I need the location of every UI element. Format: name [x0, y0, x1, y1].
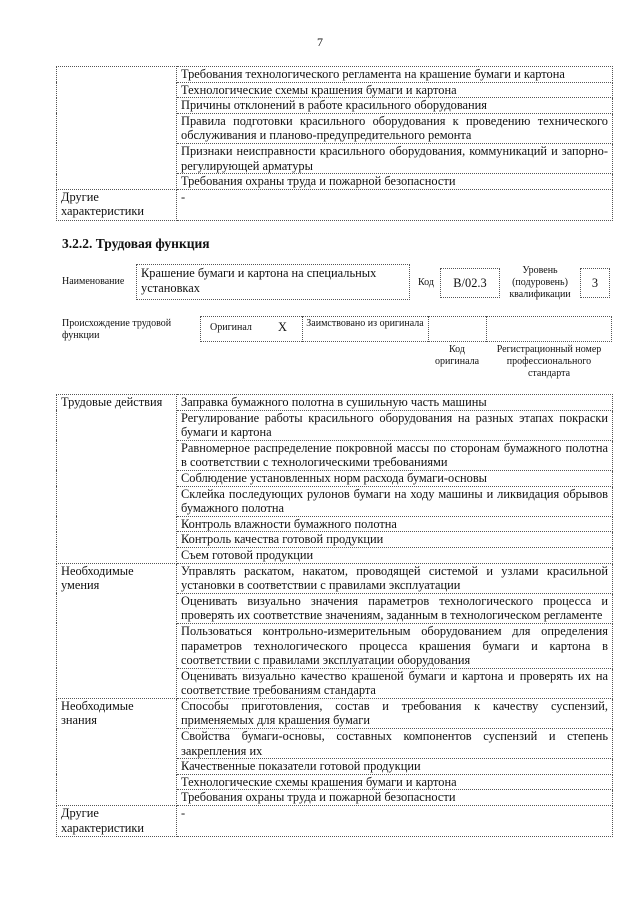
page-number: 7: [317, 35, 323, 49]
level-label: Уровень (подуровень) квалификации: [509, 265, 571, 300]
function-name: Крашение бумаги и картона на специальных установках: [136, 264, 410, 300]
table-row: [57, 806, 613, 837]
main-table: [56, 394, 613, 837]
origin-label: Происхождение трудовой функции: [62, 318, 172, 341]
list-item: Технологические схемы крашения бумаги и картона: [177, 82, 613, 98]
qualification-level: 3: [580, 268, 610, 298]
original-mark: Х: [278, 320, 287, 334]
table-row: [57, 189, 613, 220]
list-item: Признаки неисправности красильного оборудования, коммуникаций и запорно-регулирующей арматуры: [177, 143, 613, 173]
list-item: Съем готовой продукции: [177, 547, 613, 563]
list-item: Контроль качества готовой продукции: [177, 532, 613, 548]
list-item: Заправка бумажного полотна в сушильную часть машины: [177, 395, 613, 411]
code-label: Код: [418, 277, 434, 288]
required-skills-label: Необходимые умения: [57, 563, 177, 698]
name-label: Наименование: [62, 276, 125, 287]
divider: [428, 316, 429, 342]
required-knowledge-label: Необходимые знания: [57, 698, 177, 805]
list-item: Склейка последующих рулонов бумаги на ходу машины и ликвидация обрывов бумажного полотна: [177, 486, 613, 516]
other-characteristics-label: Другие характеристики: [57, 189, 177, 220]
empty-label-cell: [57, 67, 177, 190]
other-characteristics-label: Другие характеристики: [57, 806, 177, 837]
divider: [302, 316, 303, 342]
list-item: Пользоваться контрольно-измерительным оборудованием для определения параметров технологического процесса крашения бумаги и картона в соответствии с правилами эксплуатации оборудования: [177, 623, 613, 668]
list-item: Технологические схемы крашения бумаги и картона: [177, 774, 613, 790]
code-caption: Код оригинала: [434, 344, 480, 367]
list-item: Правила подготовки красильного оборудования к проведению технического обслуживания и планово-предупредительного ремонта: [177, 113, 613, 143]
table-row: [57, 698, 613, 728]
list-item: Регулирование работы красильного оборудования на разных этапах покраски бумаги и картона: [177, 410, 613, 440]
other-characteristics-value: -: [177, 189, 613, 220]
list-item: Равномерное распределение покровной массы по сторонам бумажного полотна в соответствии с технологическими требованиями: [177, 440, 613, 470]
list-item: Причины отклонений в работе красильного оборудования: [177, 98, 613, 114]
other-characteristics-value: -: [177, 806, 613, 837]
section-title: 3.2.2. Трудовая функция: [62, 236, 210, 251]
list-item: Требования охраны труда и пожарной безопасности: [177, 174, 613, 190]
table-row: [57, 67, 613, 83]
divider: [486, 316, 487, 342]
list-item: Требования технологического регламента на крашение бумаги и картона: [177, 67, 613, 83]
table-row: [57, 395, 613, 411]
borrowed-label: Заимствовано из оригинала: [306, 318, 424, 329]
list-item: Управлять раскатом, накатом, проводящей системой и узлами красильной установки в соответствии с правилами эксплуатации: [177, 563, 613, 593]
top-table: [56, 66, 613, 221]
list-item: Свойства бумаги-основы, составных компонентов суспензий и степень закрепления их: [177, 729, 613, 759]
list-item: Способы приготовления, состав и требования к качеству суспензий, применяемых для крашения бумаги: [177, 698, 613, 728]
list-item: Качественные показатели готовой продукции: [177, 759, 613, 775]
list-item: Оценивать визуально значения параметров технологического процесса и проверять их соответствие значениям, заданным в технологическом регламенте: [177, 593, 613, 623]
table-row: [57, 563, 613, 593]
function-code: В/02.3: [440, 268, 500, 298]
labor-actions-label: Трудовые действия: [57, 395, 177, 564]
list-item: Требования охраны труда и пожарной безопасности: [177, 790, 613, 806]
list-item: Соблюдение установленных норм расхода бумаги-основы: [177, 470, 613, 486]
reg-caption: Регистрационный номер профессионального стандарта: [496, 344, 602, 379]
list-item: Оценивать визуально качество крашеной бумаги и картона и проверять их на соответствие требованиям стандарта: [177, 668, 613, 698]
list-item: Контроль влажности бумажного полотна: [177, 516, 613, 532]
original-label: Оригинал: [210, 322, 252, 333]
